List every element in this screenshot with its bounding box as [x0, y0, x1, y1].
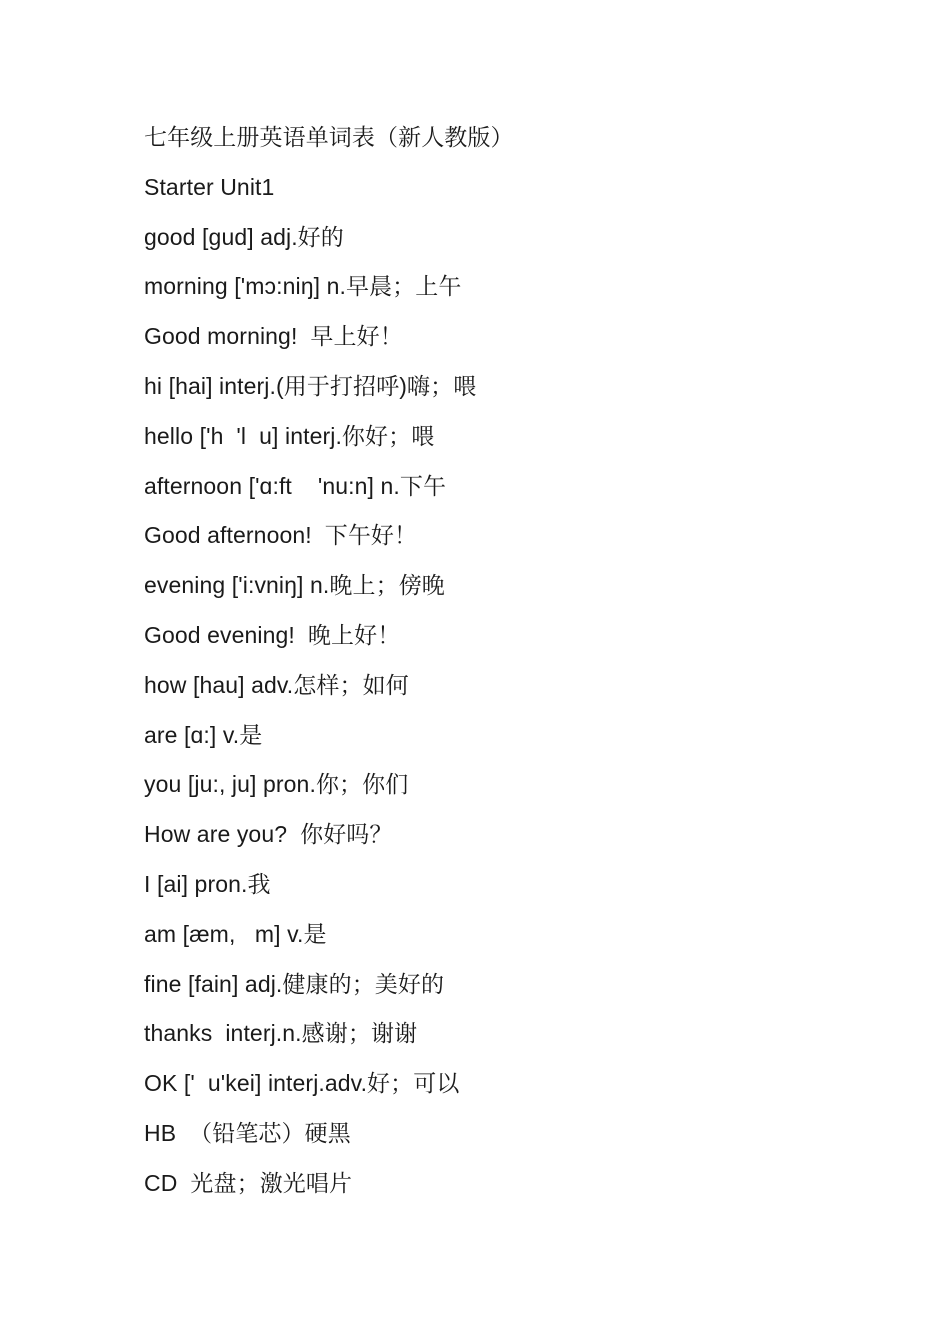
vocab-entry: hi [hai] interj.(用于打招呼)嗨；喂 — [144, 372, 477, 399]
vocab-entry: Good afternoon! 下午好！ — [144, 522, 418, 549]
unit-heading: Starter Unit1 — [144, 173, 275, 200]
vocab-entry: thanks interj.n.感谢；谢谢 — [144, 1020, 418, 1047]
vocab-entry: fine [fain] adj.健康的；美好的 — [144, 970, 445, 997]
vocab-entry: CD 光盘；激光唱片 — [144, 1169, 353, 1196]
vocab-entry: HB （铅笔芯）硬黑 — [144, 1119, 351, 1146]
vocab-entry: good [gud] adj.好的 — [144, 223, 344, 250]
vocab-entry: Good evening! 晚上好！ — [144, 621, 401, 648]
vocab-entry: How are you? 你好吗？ — [144, 821, 393, 848]
vocab-entry: are [ɑ:] v.是 — [144, 721, 263, 748]
vocab-entry: how [hau] adv.怎样；如何 — [144, 671, 409, 698]
vocab-entry: hello ['h 'l u] interj.你好；喂 — [144, 422, 435, 449]
vocab-entry: OK [' u'kei] interj.adv.好；可以 — [144, 1070, 460, 1097]
vocab-entry: afternoon ['ɑ:ft 'nu:n] n.下午 — [144, 472, 447, 499]
vocabulary-list — [144, 113, 864, 1209]
vocab-entry: am [æm, m] v.是 — [144, 920, 327, 947]
document-title: 七年级上册英语单词表（新人教版） — [144, 124, 514, 150]
vocab-entry: evening ['i:vniŋ] n.晚上；傍晚 — [144, 572, 445, 599]
vocab-entry: you [ju:, ju] pron.你；你们 — [144, 771, 409, 798]
vocab-entry: morning ['mɔ:niŋ] n.早晨；上午 — [144, 273, 462, 300]
vocab-entry: Good morning! 早上好！ — [144, 323, 403, 350]
vocab-entry: I [ai] pron.我 — [144, 870, 271, 897]
